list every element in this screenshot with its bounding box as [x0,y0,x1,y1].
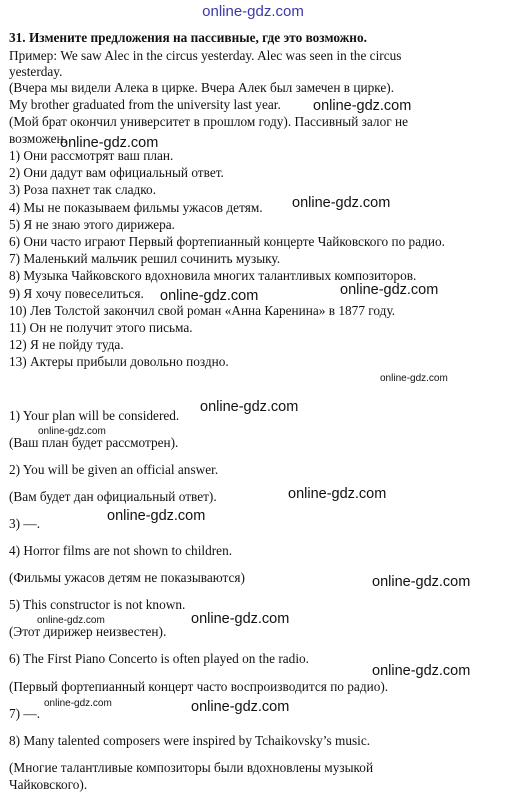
task-item: 4) Мы не показываем фильмы ужасов детям. [9,200,263,215]
watermark: online-gdz.com [372,574,471,590]
example-line: возможен. [9,131,67,146]
task-item: 8) Музыка Чайковского вдохновила многих талантливых композиторов. [9,268,417,283]
watermark: online-gdz.com [37,615,105,626]
watermark: online-gdz.com [191,699,290,715]
watermark: online-gdz.com [160,288,259,304]
example-line: yesterday. [9,64,63,79]
task-item: 13) Актеры прибыли довольно поздно. [9,354,229,369]
watermark: online-gdz.com [60,135,159,151]
watermark: online-gdz.com [191,611,290,627]
answer-line: 6) The First Piano Concerto is often played on the radio. [9,651,309,666]
watermark: online-gdz.com [380,373,448,384]
example-line: Пример: We saw Alec in the circus yesterday. Alec was seen in the circus [9,48,402,63]
answer-line: 1) Your plan will be considered. [9,408,180,423]
example-line: (Вчера мы видели Алека в цирке. Вчера Алек был замечен в цирке). [9,80,395,95]
answer-line: 5) This constructor is not known. [9,597,186,612]
answer-line: (Фильмы ужасов детям не показываются) [9,570,245,585]
answer-line: 4) Horror films are not shown to children. [9,543,233,558]
answer-line: 7) —. [9,706,41,721]
answer-line: 8) Many talented composers were inspired by Tchaikovsky’s music. [9,733,371,748]
task-item: 2) Они дадут вам официальный ответ. [9,165,224,180]
watermark: online-gdz.com [38,426,106,437]
answer-line: (Ваш план будет рассмотрен). [9,435,179,450]
watermark: online-gdz.com [340,282,439,298]
task-item: 1) Они рассмотрят ваш план. [9,148,174,163]
example-line: My brother graduated from the university last year. [9,97,281,112]
answer-line: Чайковского). [9,777,88,792]
answer-line: (Вам будет дан официальный ответ). [9,489,217,504]
task-item: 10) Лев Толстой закончил свой роман «Анна Каренина» в 1877 году. [9,303,396,318]
answer-line: 2) You will be given an official answer. [9,462,219,477]
task-item: 7) Маленький мальчик решил сочинить музыку. [9,251,281,266]
watermark: online-gdz.com [372,663,471,679]
answer-line: (Этот дирижер неизвестен). [9,624,167,639]
watermark: online-gdz.com [107,508,206,524]
task-item: 6) Они часто играют Первый фортепианный концерте Чайковского по радио. [9,234,445,249]
exercise-title: 31. Измените предложения на пассивные, где это возможно. [9,30,367,45]
watermark: online-gdz.com [313,98,412,114]
task-item: 11) Он не получит этого письма. [9,320,193,335]
answer-line: 3) —. [9,516,41,531]
header-watermark: online-gdz.com [202,3,304,20]
task-item: 3) Роза пахнет так сладко. [9,182,157,197]
watermark: online-gdz.com [44,698,112,709]
task-item: 5) Я не знаю этого дирижера. [9,217,175,232]
answer-line: (Многие талантливые композиторы были вдохновлены музыкой [9,760,374,775]
task-item: 9) Я хочу повеселиться. [9,286,144,301]
answer-line: (Первый фортепианный концерт часто воспроизводится по радио). [9,679,389,694]
watermark: online-gdz.com [288,486,387,502]
watermark: online-gdz.com [292,195,391,211]
example-line: (Мой брат окончил университет в прошлом году). Пассивный залог не [9,114,409,129]
task-item: 12) Я не пойду туда. [9,337,124,352]
watermark: online-gdz.com [200,399,299,415]
